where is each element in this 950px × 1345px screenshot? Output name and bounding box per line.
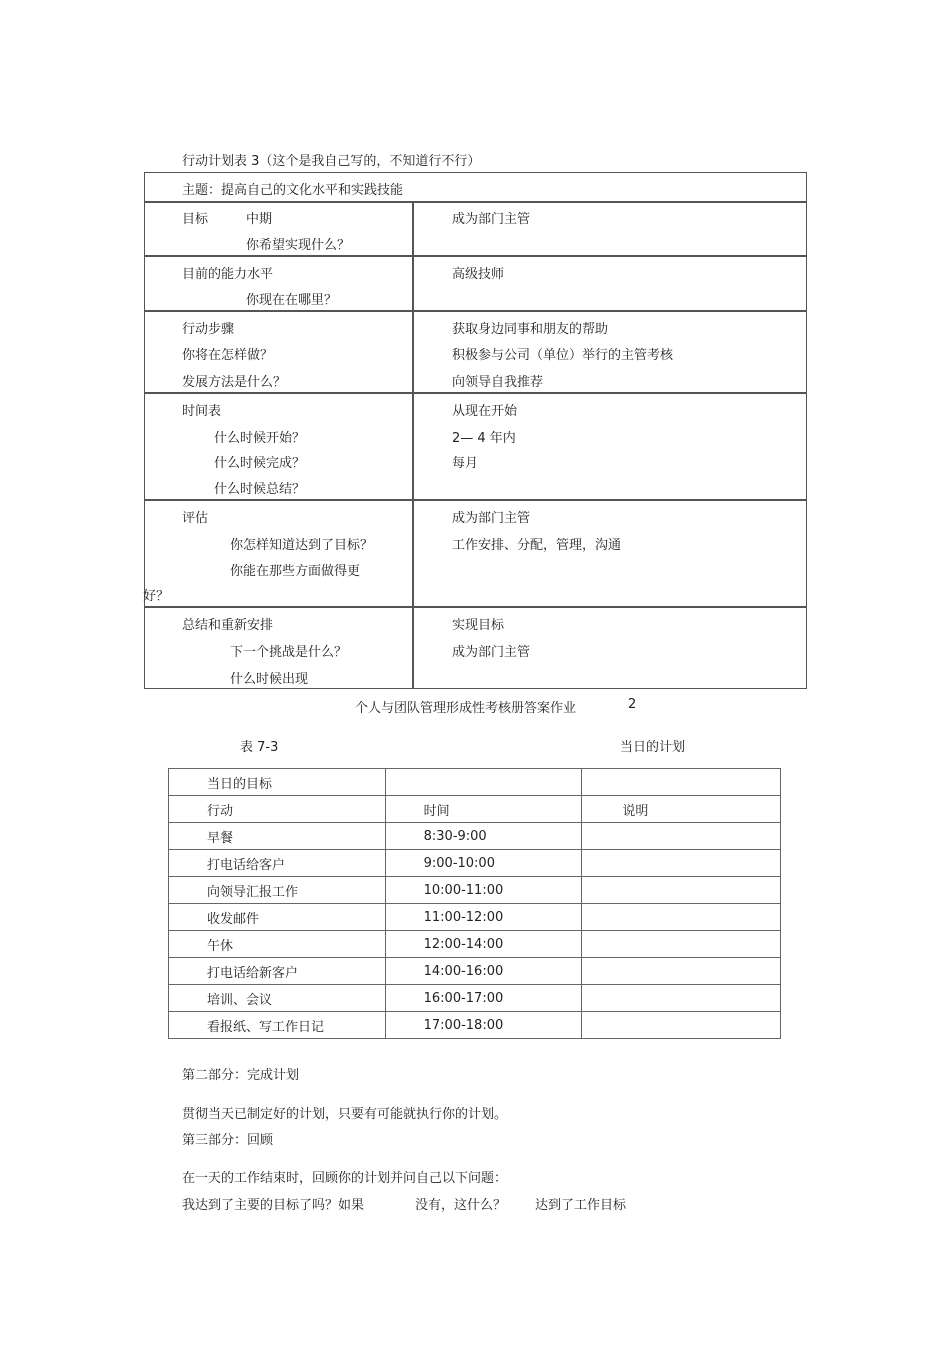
theme-text: 主题：提高自己的文化水平和实践技能 (182, 183, 404, 198)
row-note (582, 823, 781, 850)
row-action: 午休 (169, 931, 386, 958)
row-divider (145, 201, 806, 203)
row-divider (145, 310, 806, 312)
row-action: 看报纸、写工作日记 (169, 1012, 386, 1039)
row-action: 培训、会议 (169, 985, 386, 1012)
action-plan-table (144, 172, 807, 689)
question-line-part-c: 达到了工作目标 (535, 1198, 627, 1213)
table-row (169, 904, 781, 931)
table-row (169, 985, 781, 1012)
row-time: 16:00-17:00 (385, 985, 582, 1012)
eval-question-2: 你能在那些方面做得更 (230, 564, 361, 579)
daily-goal-cell (582, 769, 781, 796)
table-header-row (169, 796, 781, 823)
goal-question: 你希望实现什么？ (246, 238, 351, 253)
row-divider (145, 606, 806, 608)
summary-answer-1: 实现目标 (452, 618, 505, 633)
header-action: 行动 (169, 796, 386, 823)
column-divider (412, 203, 414, 688)
row-note (582, 877, 781, 904)
schedule-answer-2: 2— 4 年内 (452, 431, 516, 446)
eval-question-2-cont: 好？ (143, 589, 170, 604)
row-action: 向领导汇报工作 (169, 877, 386, 904)
table-row (169, 769, 781, 796)
summary-answer-2: 成为部门主管 (452, 645, 531, 660)
row-note (582, 850, 781, 877)
row-time: 14:00-16:00 (385, 958, 582, 985)
part2-title: 第二部分：完成计划 (182, 1068, 300, 1083)
steps-label: 行动步骤 (182, 322, 235, 337)
eval-question-1: 你怎样知道达到了目标？ (230, 538, 374, 553)
daily-plan-table (168, 768, 781, 1039)
row-note (582, 931, 781, 958)
ability-question: 你现在在哪里？ (246, 293, 338, 308)
row-time: 12:00-14:00 (385, 931, 582, 958)
row-time: 9:00-10:00 (385, 850, 582, 877)
plan-title: 行动计划表 3（这个是我自己写的，不知道行不行） (182, 154, 481, 169)
row-note (582, 904, 781, 931)
goal-mid: 中期 (246, 212, 273, 227)
part3-title: 第三部分：回顾 (182, 1133, 274, 1148)
row-divider (145, 392, 806, 394)
schedule-answer-1: 从现在开始 (452, 404, 518, 419)
schedule-label: 时间表 (182, 404, 222, 419)
row-action: 早餐 (169, 823, 386, 850)
table-row (169, 931, 781, 958)
header-note: 说明 (582, 796, 781, 823)
goal-answer: 成为部门主管 (452, 212, 531, 227)
footer-line: 个人与团队管理形成性考核册答案作业 (355, 701, 577, 716)
part3-text: 在一天的工作结束时，回顾你的计划并问自己以下问题： (182, 1171, 508, 1186)
summary-label: 总结和重新安排 (182, 618, 274, 633)
daily-goal-cell (385, 769, 582, 796)
table-row (169, 1012, 781, 1039)
row-divider (145, 255, 806, 257)
eval-label: 评估 (182, 511, 209, 526)
schedule-question-3: 什么时候总结？ (214, 482, 306, 497)
eval-answer-1: 成为部门主管 (452, 511, 531, 526)
table-row (169, 877, 781, 904)
ability-answer: 高级技师 (452, 267, 505, 282)
row-time: 10:00-11:00 (385, 877, 582, 904)
question-line-part-b: 没有，这什么？ (415, 1198, 507, 1213)
steps-question-1: 你将在怎样做？ (182, 348, 274, 363)
row-note (582, 1012, 781, 1039)
steps-question-2: 发展方法是什么？ (182, 375, 287, 390)
row-divider (145, 499, 806, 501)
row-action: 收发邮件 (169, 904, 386, 931)
table-title: 当日的计划 (620, 740, 686, 755)
table-label: 表 7-3 (240, 740, 279, 755)
eval-answer-2: 工作安排、分配，管理，沟通 (452, 538, 622, 553)
row-time: 8:30-9:00 (385, 823, 582, 850)
schedule-answer-3: 每月 (452, 456, 479, 471)
table-row (169, 958, 781, 985)
summary-question-1: 下一个挑战是什么？ (230, 645, 348, 660)
row-time: 11:00-12:00 (385, 904, 582, 931)
table-row (169, 823, 781, 850)
footer-page-number: 2 (628, 697, 637, 712)
part2-text: 贯彻当天已制定好的计划，只要有可能就执行你的计划。 (182, 1107, 508, 1122)
steps-answer-2: 积极参与公司（单位）举行的主管考核 (452, 348, 674, 363)
schedule-question-1: 什么时候开始？ (214, 431, 306, 446)
header-time: 时间 (385, 796, 582, 823)
row-action: 打电话给客户 (169, 850, 386, 877)
ability-label: 目前的能力水平 (182, 267, 274, 282)
steps-answer-3: 向领导自我推荐 (452, 375, 544, 390)
row-action: 打电话给新客户 (169, 958, 386, 985)
row-note (582, 985, 781, 1012)
table-row (169, 850, 781, 877)
summary-question-2: 什么时候出现 (230, 672, 309, 687)
row-note (582, 958, 781, 985)
question-line-part-a: 我达到了主要的目标了吗？如果 (182, 1198, 365, 1213)
row-time: 17:00-18:00 (385, 1012, 582, 1039)
schedule-question-2: 什么时候完成？ (214, 456, 306, 471)
goal-label: 目标 (182, 212, 209, 227)
daily-goal-label: 当日的目标 (169, 769, 386, 796)
steps-answer-1: 获取身边同事和朋友的帮助 (452, 322, 609, 337)
